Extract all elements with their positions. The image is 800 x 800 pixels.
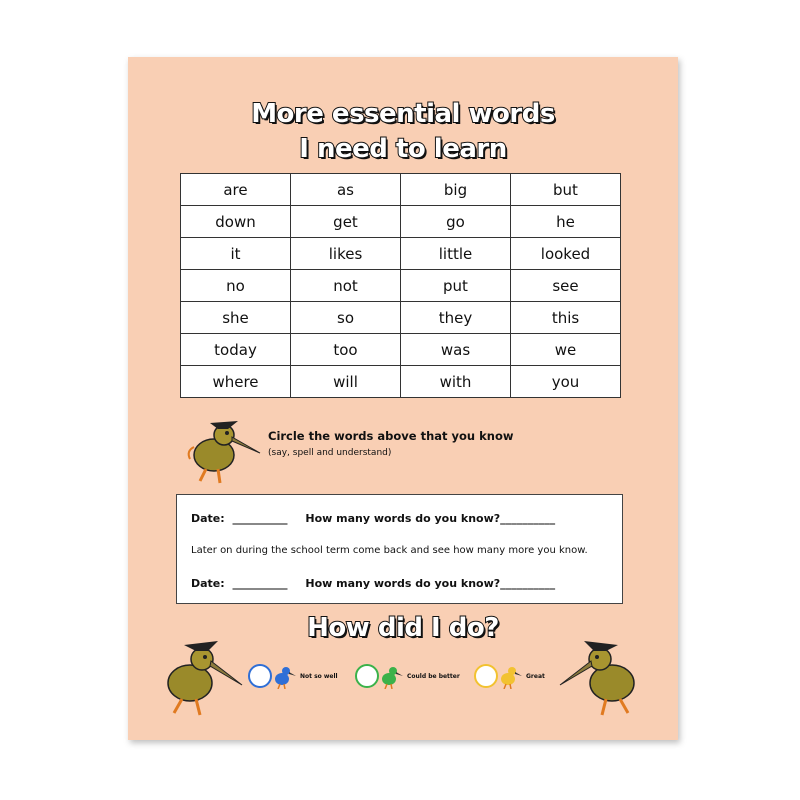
word-cell[interactable]: he: [511, 206, 621, 238]
word-row: [181, 174, 621, 206]
rating-could-be-better[interactable]: [355, 663, 460, 689]
word-cell[interactable]: not: [291, 270, 401, 302]
rating-circle[interactable]: [355, 664, 379, 688]
title-line-1: More essential words: [251, 99, 555, 129]
count-blank[interactable]: __________: [500, 577, 556, 590]
date-row-2: [191, 577, 555, 590]
word-cell[interactable]: get: [291, 206, 401, 238]
word-cell[interactable]: you: [511, 366, 621, 398]
word-cell[interactable]: this: [511, 302, 621, 334]
title-line-2: I need to learn: [299, 134, 507, 164]
word-cell[interactable]: was: [401, 334, 511, 366]
word-cell[interactable]: where: [181, 366, 291, 398]
kiwi-graduate-icon: [156, 629, 244, 719]
word-cell[interactable]: she: [181, 302, 291, 334]
word-cell[interactable]: go: [401, 206, 511, 238]
worksheet-page: [128, 57, 678, 740]
word-cell[interactable]: with: [401, 366, 511, 398]
rating-not-so-well[interactable]: [248, 663, 338, 689]
word-cell[interactable]: will: [291, 366, 401, 398]
word-row: [181, 334, 621, 366]
word-cell[interactable]: down: [181, 206, 291, 238]
kiwi-graduate-icon: [180, 407, 262, 489]
word-cell[interactable]: little: [401, 238, 511, 270]
rating-circle[interactable]: [248, 664, 272, 688]
green-bird-icon: [379, 663, 403, 689]
rating-label: Could be better: [407, 672, 460, 680]
rating-circle[interactable]: [474, 664, 498, 688]
question-label: How many words do you know?: [305, 577, 501, 590]
date-label: Date:: [191, 512, 225, 525]
word-cell[interactable]: they: [401, 302, 511, 334]
word-cell[interactable]: today: [181, 334, 291, 366]
word-cell[interactable]: we: [511, 334, 621, 366]
kiwi-graduate-icon: [558, 629, 646, 719]
word-cell[interactable]: so: [291, 302, 401, 334]
word-cell[interactable]: are: [181, 174, 291, 206]
word-table: [180, 173, 621, 398]
word-cell[interactable]: no: [181, 270, 291, 302]
word-row: [181, 238, 621, 270]
word-cell[interactable]: put: [401, 270, 511, 302]
rating-label: Not so well: [300, 672, 338, 680]
yellow-bird-icon: [498, 663, 522, 689]
word-row: [181, 366, 621, 398]
date-blank[interactable]: __________: [232, 512, 288, 525]
word-cell[interactable]: but: [511, 174, 621, 206]
count-blank[interactable]: __________: [500, 512, 556, 525]
rating-great[interactable]: [474, 663, 545, 689]
date-row-1: [191, 512, 555, 525]
word-cell[interactable]: looked: [511, 238, 621, 270]
question-label: How many words do you know?: [305, 512, 501, 525]
date-label: Date:: [191, 577, 225, 590]
progress-box: [176, 494, 623, 604]
word-cell[interactable]: big: [401, 174, 511, 206]
word-cell[interactable]: as: [291, 174, 401, 206]
word-cell[interactable]: see: [511, 270, 621, 302]
rating-label: Great: [526, 672, 545, 680]
word-row: [181, 270, 621, 302]
word-row: [181, 206, 621, 238]
how-did-i-do-title: How did I do?: [307, 613, 499, 643]
word-cell[interactable]: likes: [291, 238, 401, 270]
date-blank[interactable]: __________: [232, 577, 288, 590]
word-cell[interactable]: it: [181, 238, 291, 270]
blue-bird-icon: [272, 663, 296, 689]
instruction-text: Circle the words above that you know: [268, 429, 514, 443]
later-text: Later on during the school term come back and see how many more you know.: [191, 545, 588, 556]
word-row: [181, 302, 621, 334]
word-cell[interactable]: too: [291, 334, 401, 366]
instruction-subtext: (say, spell and understand): [268, 448, 392, 458]
